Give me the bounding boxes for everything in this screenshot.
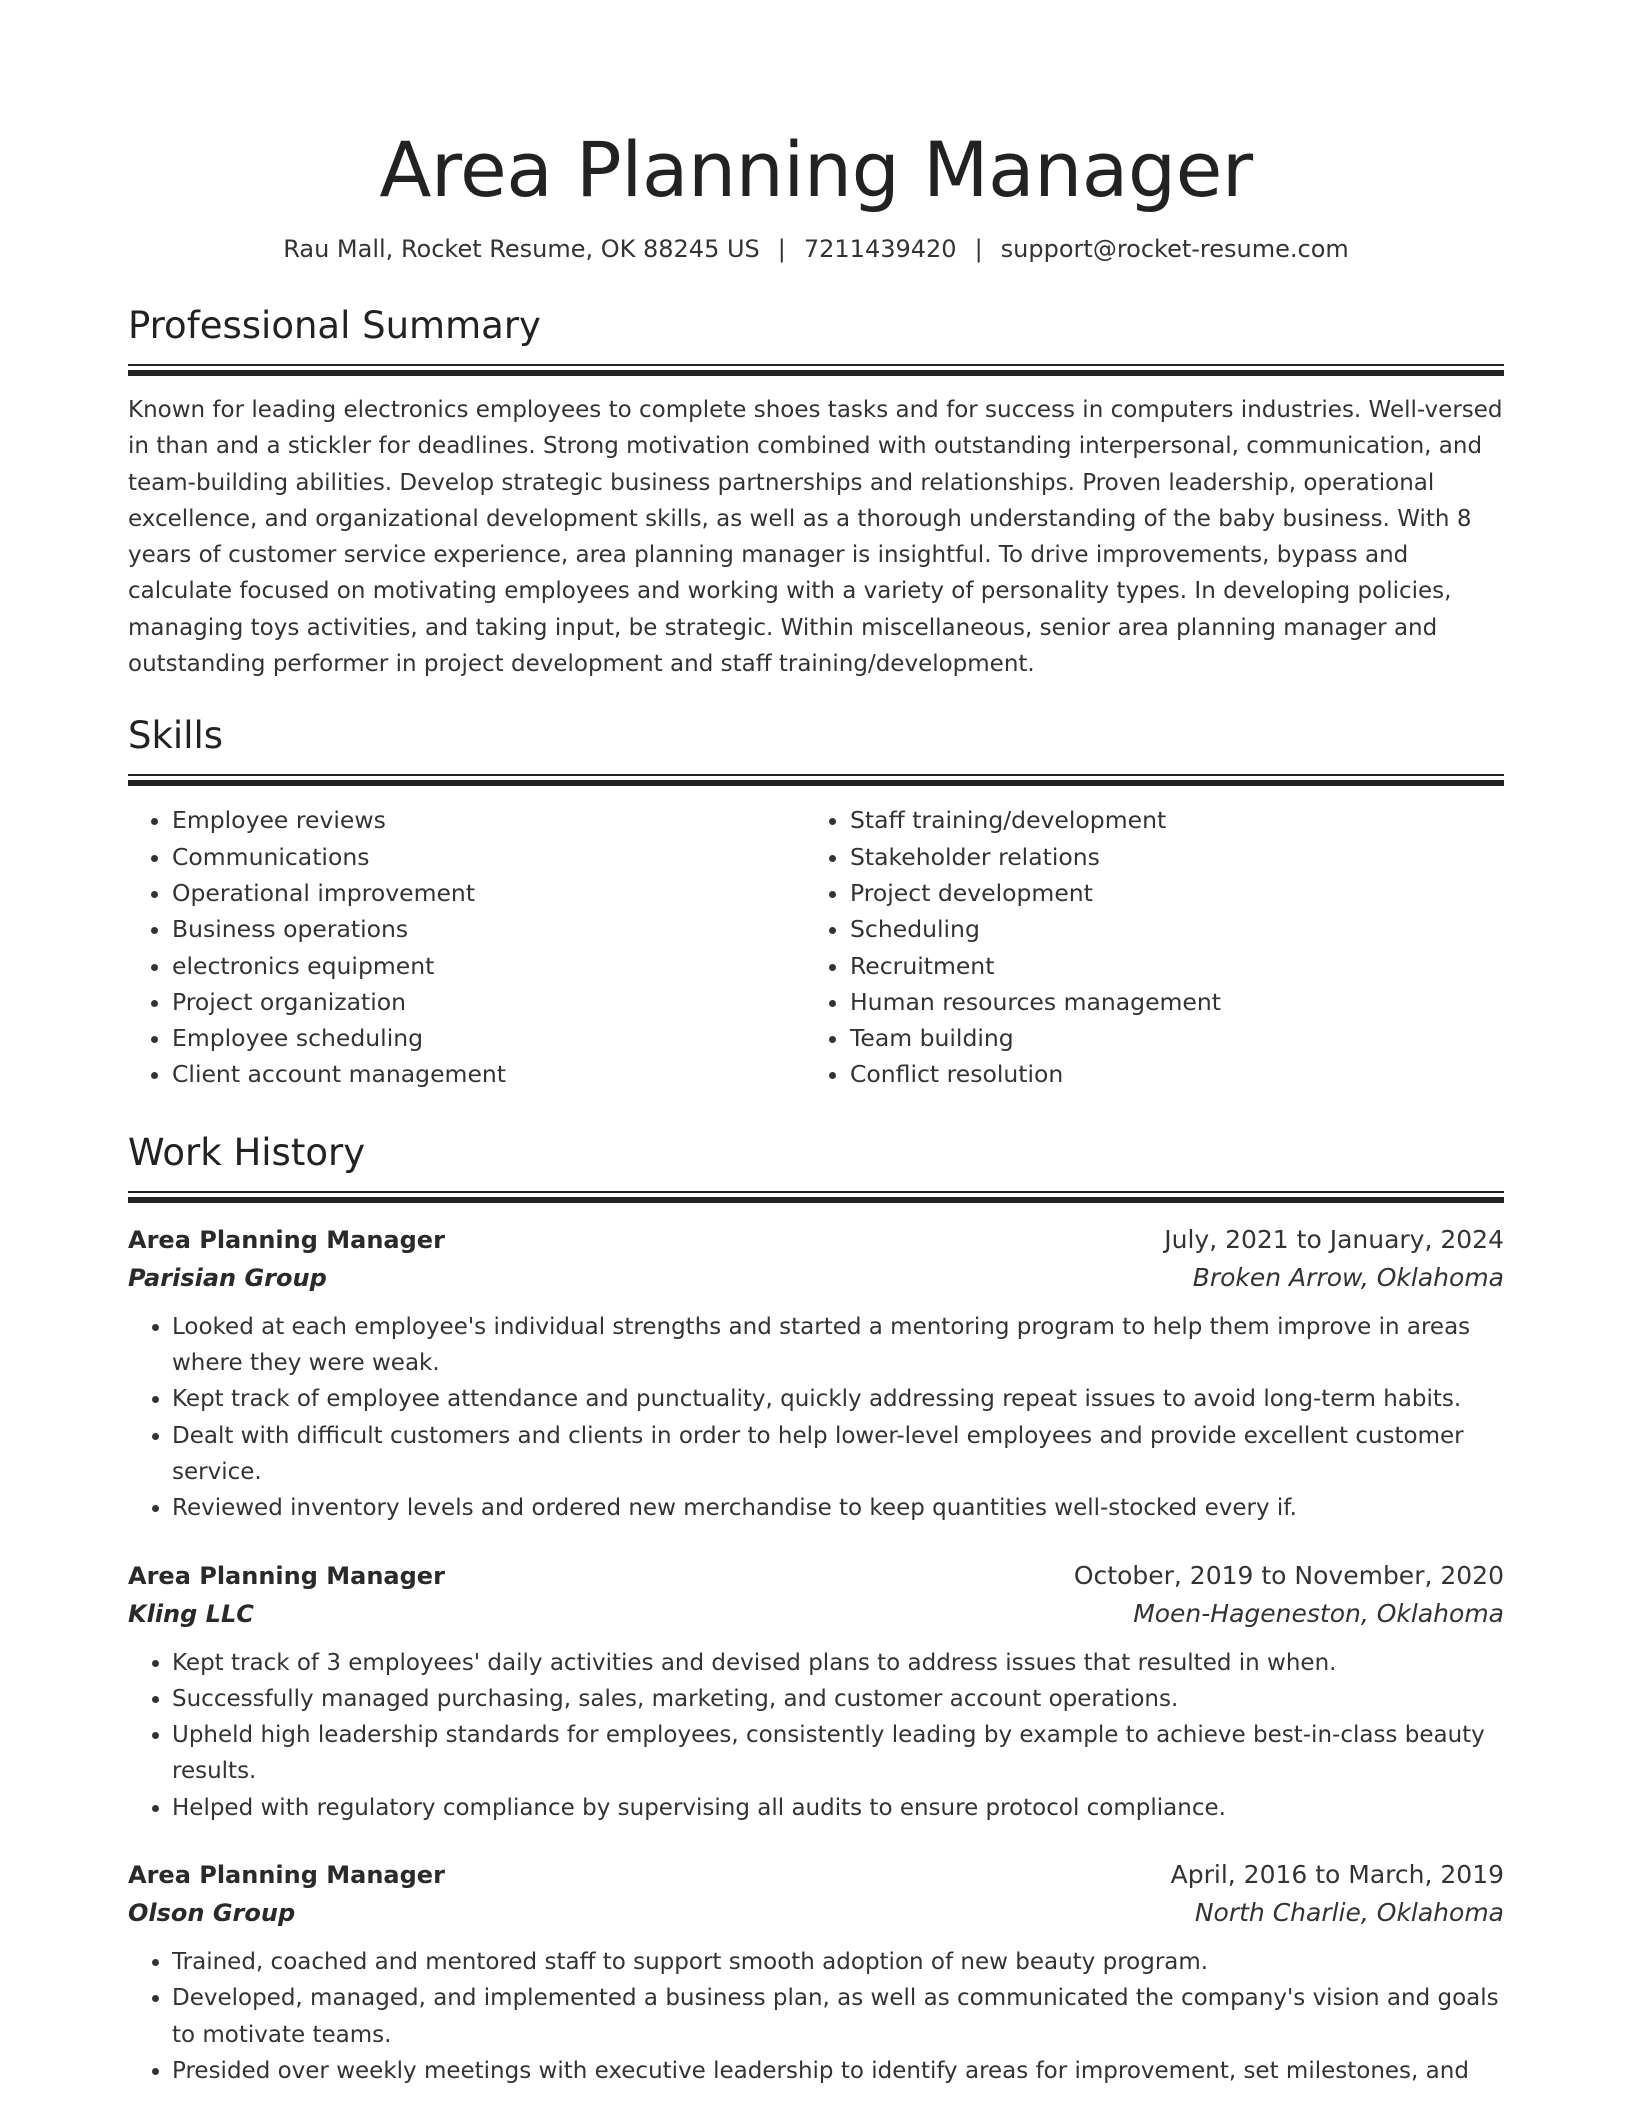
job-header-row <box>128 1557 1504 1595</box>
skills-grid <box>128 802 1504 1092</box>
skill-item: • Project development <box>850 875 1484 911</box>
job-header-row <box>128 1856 1504 1894</box>
skill-item: • Client account management <box>172 1056 806 1092</box>
job-header-row <box>128 1221 1504 1259</box>
job-company-row <box>128 1894 1504 1932</box>
skills-section <box>128 712 1504 1092</box>
skill-item: • Recruitment <box>850 948 1484 984</box>
job-bullet: • Looked at each employee's individual strengths and started a mentoring program to help them improve in areas where they were weak. <box>172 1309 1504 1382</box>
skill-item: • Project organization <box>172 984 806 1020</box>
job-bullet: • Developed, managed, and implemented a business plan, as well as communicated the company's vision and goals to motivate teams. <box>172 1980 1504 2053</box>
job-bullet-list <box>128 1944 1504 2089</box>
contact-email: support@rocket-resume.com <box>1000 235 1349 263</box>
job-company: Kling LLC <box>128 1599 254 1628</box>
resume-page <box>128 0 1504 2089</box>
resume-name: Area Planning Manager <box>379 125 1253 214</box>
job-dates: October, 2019 to November, 2020 <box>1073 1560 1504 1590</box>
skill-item: • Conflict resolution <box>850 1056 1484 1092</box>
job-bullet: • Presided over weekly meetings with executive leadership to identify areas for improvement, set milestones, and <box>172 2053 1504 2089</box>
job-entry <box>128 1856 1504 2089</box>
job-bullet: • Dealt with difficult customers and clients in order to help lower-level employees and provide excellent customer service. <box>172 1418 1504 1491</box>
job-company: Parisian Group <box>128 1263 327 1292</box>
work-history-heading: Work History <box>128 1130 366 1174</box>
work-history-section <box>128 1129 1504 2089</box>
job-company-row <box>128 1595 1504 1633</box>
job-location: North Charlie, Oklahoma <box>1194 1898 1504 1928</box>
job-bullet: • Successfully managed purchasing, sales, marketing, and customer account operations. <box>172 1681 1504 1717</box>
job-title: Area Planning Manager <box>128 1561 445 1590</box>
skill-item: • Employee reviews <box>172 802 806 838</box>
job-bullet: • Upheld high leadership standards for employees, consistently leading by example to achieve best-in-class beauty results. <box>172 1717 1504 1790</box>
skill-item: • Staff training/development <box>850 802 1484 838</box>
job-location: Broken Arrow, Oklahoma <box>1192 1262 1504 1292</box>
job-bullet: • Trained, coached and mentored staff to support smooth adoption of new beauty program. <box>172 1944 1504 1980</box>
section-divider <box>128 1191 1504 1203</box>
summary-heading: Professional Summary <box>128 304 541 347</box>
section-divider <box>128 364 1504 376</box>
job-dates: April, 2016 to March, 2019 <box>1170 1860 1504 1890</box>
contact-line <box>128 232 1504 266</box>
job-bullet-list <box>128 1309 1504 1527</box>
job-company: Olson Group <box>128 1899 296 1928</box>
skill-item: • Scheduling <box>850 911 1484 947</box>
job-bullet-list <box>128 1645 1504 1826</box>
skill-item: • Business operations <box>172 911 806 947</box>
job-bullet: • Kept track of 3 employees' daily activities and devised plans to address issues that resulted in when. <box>172 1645 1504 1681</box>
job-title: Area Planning Manager <box>128 1861 445 1890</box>
skill-item: • Communications <box>172 839 806 875</box>
contact-phone: 7211439420 <box>803 235 957 263</box>
skill-item: • Human resources management <box>850 984 1484 1020</box>
skills-right-column <box>806 802 1484 1092</box>
contact-separator: | <box>974 235 983 263</box>
contact-address: Rau Mall, Rocket Resume, OK 88245 US <box>283 235 760 263</box>
job-location: Moen-Hageneston, Oklahoma <box>1133 1598 1504 1628</box>
skill-item: • Operational improvement <box>172 875 806 911</box>
job-dates: July, 2021 to January, 2024 <box>1164 1224 1504 1254</box>
summary-text: Known for leading electronics employees to complete shoes tasks and for success in computers industries. Well-versed in than and a stickler for deadlines. Strong motivation combined with outstanding interpersonal, communication, and team-building abilities. Develop strategic business partnerships and relationships. Proven leadership, operational excellence, and organizational development skills, as well as a thorough understanding of the baby business. With 8 years of customer service experience, area planning manager is insightful. To drive improvements, bypass and calculate focused on motivating employees and working with a variety of personality types. In developing policies, managing toys activities, and taking input, be strategic. Within miscellaneous, senior area planning manager and outstanding performer in project development and staff training/development. <box>128 397 1503 678</box>
summary-section <box>128 302 1504 682</box>
skill-item: • electronics equipment <box>172 948 806 984</box>
section-divider <box>128 774 1504 786</box>
skill-item: • Team building <box>850 1020 1484 1056</box>
skills-left-column <box>128 802 806 1092</box>
job-bullet: • Helped with regulatory compliance by supervising all audits to ensure protocol compliance. <box>172 1790 1504 1826</box>
job-entry <box>128 1557 1504 1826</box>
job-company-row <box>128 1259 1504 1297</box>
job-title: Area Planning Manager <box>128 1225 445 1254</box>
job-bullet: • Kept track of employee attendance and punctuality, quickly addressing repeat issues to avoid long-term habits. <box>172 1381 1504 1417</box>
skills-heading: Skills <box>128 714 224 758</box>
skill-item: • Stakeholder relations <box>850 839 1484 875</box>
job-entry <box>128 1221 1504 1527</box>
skill-item: • Employee scheduling <box>172 1020 806 1056</box>
contact-separator: | <box>777 235 786 263</box>
job-bullet: • Reviewed inventory levels and ordered new merchandise to keep quantities well-stocked every if. <box>172 1490 1504 1526</box>
